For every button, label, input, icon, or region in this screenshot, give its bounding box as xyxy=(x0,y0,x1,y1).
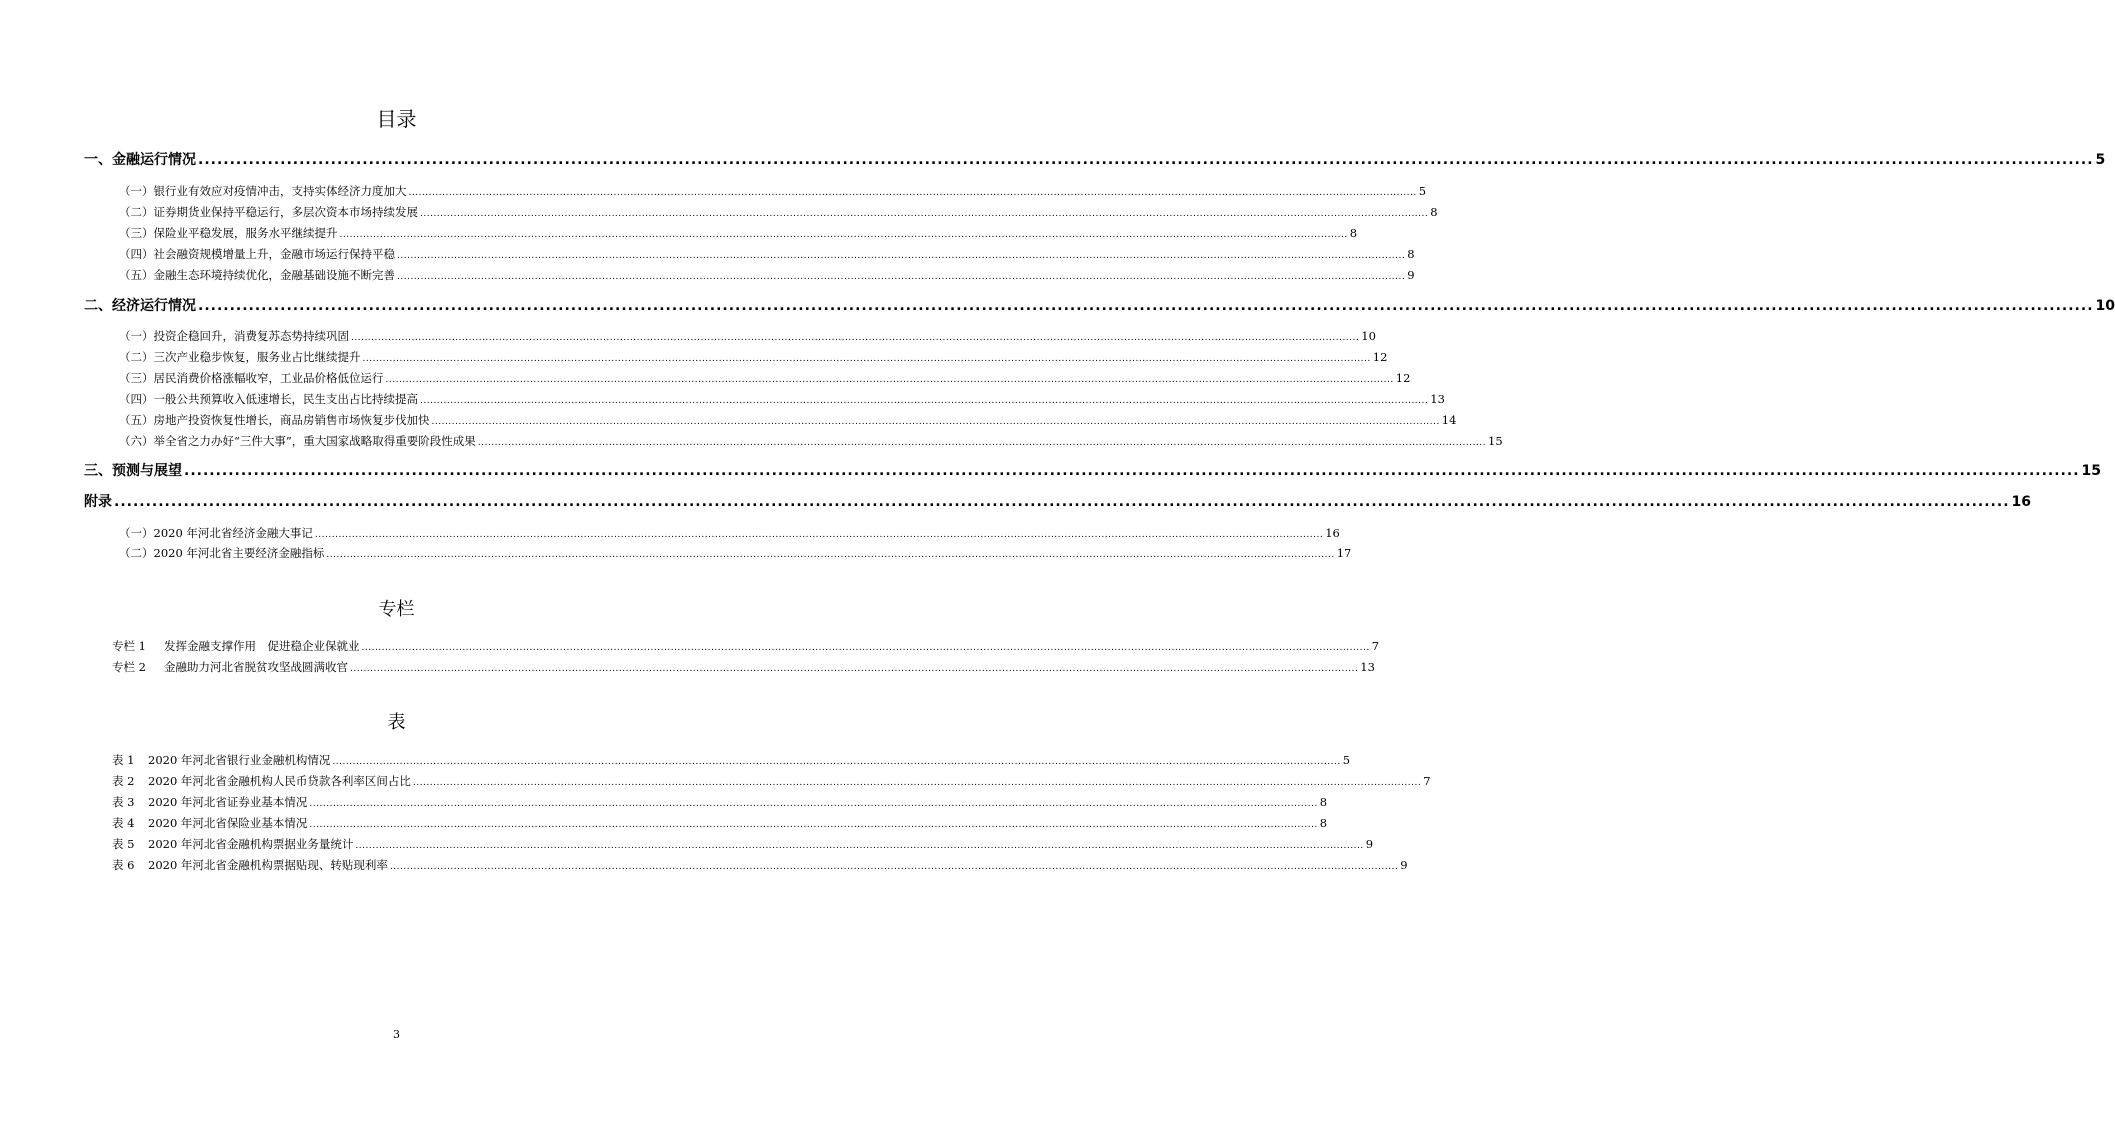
toc-page-number: 5 xyxy=(2095,152,2106,168)
toc-item-label: （一）投资企稳回升，消费复苏态势持续巩固 xyxy=(119,329,349,343)
toc-item-label: （五）房地产投资恢复性增长，商品房销售市场恢复步伐加快 xyxy=(119,413,430,427)
table-number: 表 4 xyxy=(112,816,135,830)
table-page-number: 5 xyxy=(1342,753,1351,767)
toc-page-number: 12 xyxy=(1395,371,1411,385)
dot-leader: ............................................................................................................................................................................................................................................................................................................ xyxy=(385,375,1394,385)
toc-section[interactable] xyxy=(84,149,2106,169)
toc-item-label: （一）2020 年河北省经济金融大事记 xyxy=(119,526,313,540)
toc-section[interactable] xyxy=(84,460,2101,480)
toc-item[interactable] xyxy=(119,328,1376,344)
toc-page-number: 15 xyxy=(1488,434,1503,448)
table-entry[interactable] xyxy=(112,752,1351,768)
toc-item-label: （二）证券期货业保持平稳运行，多层次资本市场持续发展 xyxy=(119,205,418,219)
toc-page-number: 12 xyxy=(1372,350,1388,364)
toc-item-label: （二）三次产业稳步恢复，服务业占比继续提升 xyxy=(119,350,361,364)
table-page-number: 8 xyxy=(1319,795,1328,809)
dot-leader: ............................................................................................................................................................................................................................................................................................................ xyxy=(412,778,1422,788)
columns-title: 专栏 xyxy=(378,599,415,620)
toc-section-label: 二、经济运行情况 xyxy=(84,298,196,314)
toc-page-number: 8 xyxy=(1407,247,1415,261)
toc-page-number: 16 xyxy=(2011,494,2031,510)
toc-section[interactable] xyxy=(84,295,2115,315)
dot-leader: ............................................................................................................................................................................................................................................................................................................ xyxy=(389,862,1399,872)
toc-item[interactable] xyxy=(119,267,1415,283)
toc-page-number: 15 xyxy=(2081,463,2101,479)
dot-leader: ............................................................................................................................................................................................................................................................................................................ xyxy=(397,272,1406,282)
toc-section-label: 三、预测与展望 xyxy=(84,463,182,479)
toc-item-label: （二）2020 年河北省主要经济金融指标 xyxy=(119,546,325,560)
dot-leader: ............................................................................................................................................................................................................................................................................................................ xyxy=(361,643,1370,653)
column-entry[interactable] xyxy=(112,638,1380,654)
toc-item[interactable] xyxy=(119,204,1438,220)
dot-leader: ............................................................................................................................................................................................................................................................................................................ xyxy=(198,298,2094,314)
dot-leader: ............................................................................................................................................................................................................................................................................................................ xyxy=(350,664,1359,674)
dot-leader: ............................................................................................................................................................................................................................................................................................................ xyxy=(431,417,1440,427)
dot-leader: ............................................................................................................................................................................................................................................................................................................ xyxy=(332,757,1341,767)
dot-leader: ............................................................................................................................................................................................................................................................................................................ xyxy=(309,799,1318,809)
toc-section-label: 一、金融运行情况 xyxy=(84,152,196,168)
column-label: 发挥金融支撑作用 促进稳企业保就业 xyxy=(164,639,360,653)
dot-leader: ............................................................................................................................................................................................................................................................................................................ xyxy=(397,251,1406,261)
toc-section-label: 附录 xyxy=(84,494,112,510)
toc-item-label: （三）居民消费价格涨幅收窄，工业品价格低位运行 xyxy=(119,371,384,385)
toc-item-label: （四）一般公共预算收入低速增长，民生支出占比持续提高 xyxy=(119,392,418,406)
toc-item[interactable] xyxy=(119,412,1457,428)
toc-page-number: 10 xyxy=(1361,329,1376,343)
tables-title: 表 xyxy=(387,712,406,733)
toc-title: 目录 xyxy=(376,107,417,131)
toc-page-number: 8 xyxy=(1349,226,1358,240)
table-entry[interactable] xyxy=(112,815,1328,831)
toc-item-label: （五）金融生态环境持续优化，金融基础设施不断完善 xyxy=(119,268,395,282)
toc-page-number: 8 xyxy=(1430,205,1438,219)
toc-page-number: 17 xyxy=(1336,546,1352,560)
table-number: 表 1 xyxy=(112,753,135,767)
dot-leader: ............................................................................................................................................................................................................................................................................................................ xyxy=(351,333,1360,343)
dot-leader: ............................................................................................................................................................................................................................................................................................................ xyxy=(477,438,1487,448)
table-label: 2020 年河北省金融机构人民币贷款各利率区间占比 xyxy=(148,774,411,788)
table-number: 表 6 xyxy=(112,858,135,872)
toc-section[interactable] xyxy=(84,491,2031,511)
toc-page-number: 9 xyxy=(1407,268,1415,282)
table-entry[interactable] xyxy=(112,836,1374,852)
toc-item-label: （六）举全省之力办好“三件大事”，重大国家战略取得重要阶段性成果 xyxy=(119,434,476,448)
table-entry[interactable] xyxy=(112,773,1431,789)
dot-leader: ............................................................................................................................................................................................................................................................................................................ xyxy=(420,396,1429,406)
dot-leader: ............................................................................................................................................................................................................................................................................................................ xyxy=(326,550,1335,560)
dot-leader: ............................................................................................................................................................................................................................................................................................................ xyxy=(114,494,2010,510)
dot-leader: ............................................................................................................................................................................................................................................................................................................ xyxy=(362,354,1371,364)
dot-leader: ............................................................................................................................................................................................................................................................................................................ xyxy=(198,152,2094,168)
dot-leader: ............................................................................................................................................................................................................................................................................................................ xyxy=(184,463,2080,479)
toc-item-label: （三）保险业平稳发展，服务水平继续提升 xyxy=(119,226,338,240)
dot-leader: ............................................................................................................................................................................................................................................................................................................ xyxy=(339,230,1348,240)
column-entry[interactable] xyxy=(112,659,1375,675)
table-page-number: 7 xyxy=(1423,774,1431,788)
table-page-number: 9 xyxy=(1400,858,1408,872)
table-label: 2020 年河北省金融机构票据业务量统计 xyxy=(148,837,354,851)
table-page-number: 8 xyxy=(1319,816,1328,830)
toc-item[interactable] xyxy=(119,525,1340,541)
toc-page-number: 5 xyxy=(1418,184,1427,198)
toc-item[interactable] xyxy=(119,225,1358,241)
column-number: 专栏 1 xyxy=(112,639,146,653)
toc-page-number: 10 xyxy=(2095,298,2115,314)
toc-item[interactable] xyxy=(119,370,1411,386)
toc-item[interactable] xyxy=(119,391,1445,407)
dot-leader: ............................................................................................................................................................................................................................................................................................................ xyxy=(309,820,1318,830)
table-entry[interactable] xyxy=(112,857,1408,873)
table-label: 2020 年河北省保险业基本情况 xyxy=(148,816,308,830)
table-label: 2020 年河北省证券业基本情况 xyxy=(148,795,308,809)
toc-item[interactable] xyxy=(119,545,1352,561)
table-page-number: 9 xyxy=(1365,837,1374,851)
toc-page-number: 16 xyxy=(1325,526,1340,540)
toc-page-number: 13 xyxy=(1430,392,1445,406)
toc-item-label: （四）社会融资规模增量上升，金融市场运行保持平稳 xyxy=(119,247,395,261)
table-label: 2020 年河北省银行业金融机构情况 xyxy=(148,753,331,767)
toc-item[interactable] xyxy=(119,433,1503,449)
column-page-number: 7 xyxy=(1371,639,1380,653)
table-number: 表 2 xyxy=(112,774,135,788)
table-entry[interactable] xyxy=(112,794,1328,810)
column-label: 金融助力河北省脱贫攻坚战圆满收官 xyxy=(164,660,348,674)
column-page-number: 13 xyxy=(1360,660,1375,674)
table-number: 表 3 xyxy=(112,795,135,809)
dot-leader: ............................................................................................................................................................................................................................................................................................................ xyxy=(355,841,1364,851)
toc-item-label: （一）银行业有效应对疫情冲击，支持实体经济力度加大 xyxy=(119,184,407,198)
toc-page-number: 14 xyxy=(1441,413,1457,427)
toc-item[interactable] xyxy=(119,246,1415,262)
toc-item[interactable] xyxy=(119,183,1427,199)
dot-leader: ............................................................................................................................................................................................................................................................................................................ xyxy=(314,530,1324,540)
toc-item[interactable] xyxy=(119,349,1388,365)
page-number: 3 xyxy=(393,1028,400,1041)
column-number: 专栏 2 xyxy=(112,660,146,674)
dot-leader: ............................................................................................................................................................................................................................................................................................................ xyxy=(408,188,1417,198)
dot-leader: ............................................................................................................................................................................................................................................................................................................ xyxy=(420,209,1429,219)
table-label: 2020 年河北省金融机构票据贴现、转贴现利率 xyxy=(148,858,388,872)
table-number: 表 5 xyxy=(112,837,135,851)
